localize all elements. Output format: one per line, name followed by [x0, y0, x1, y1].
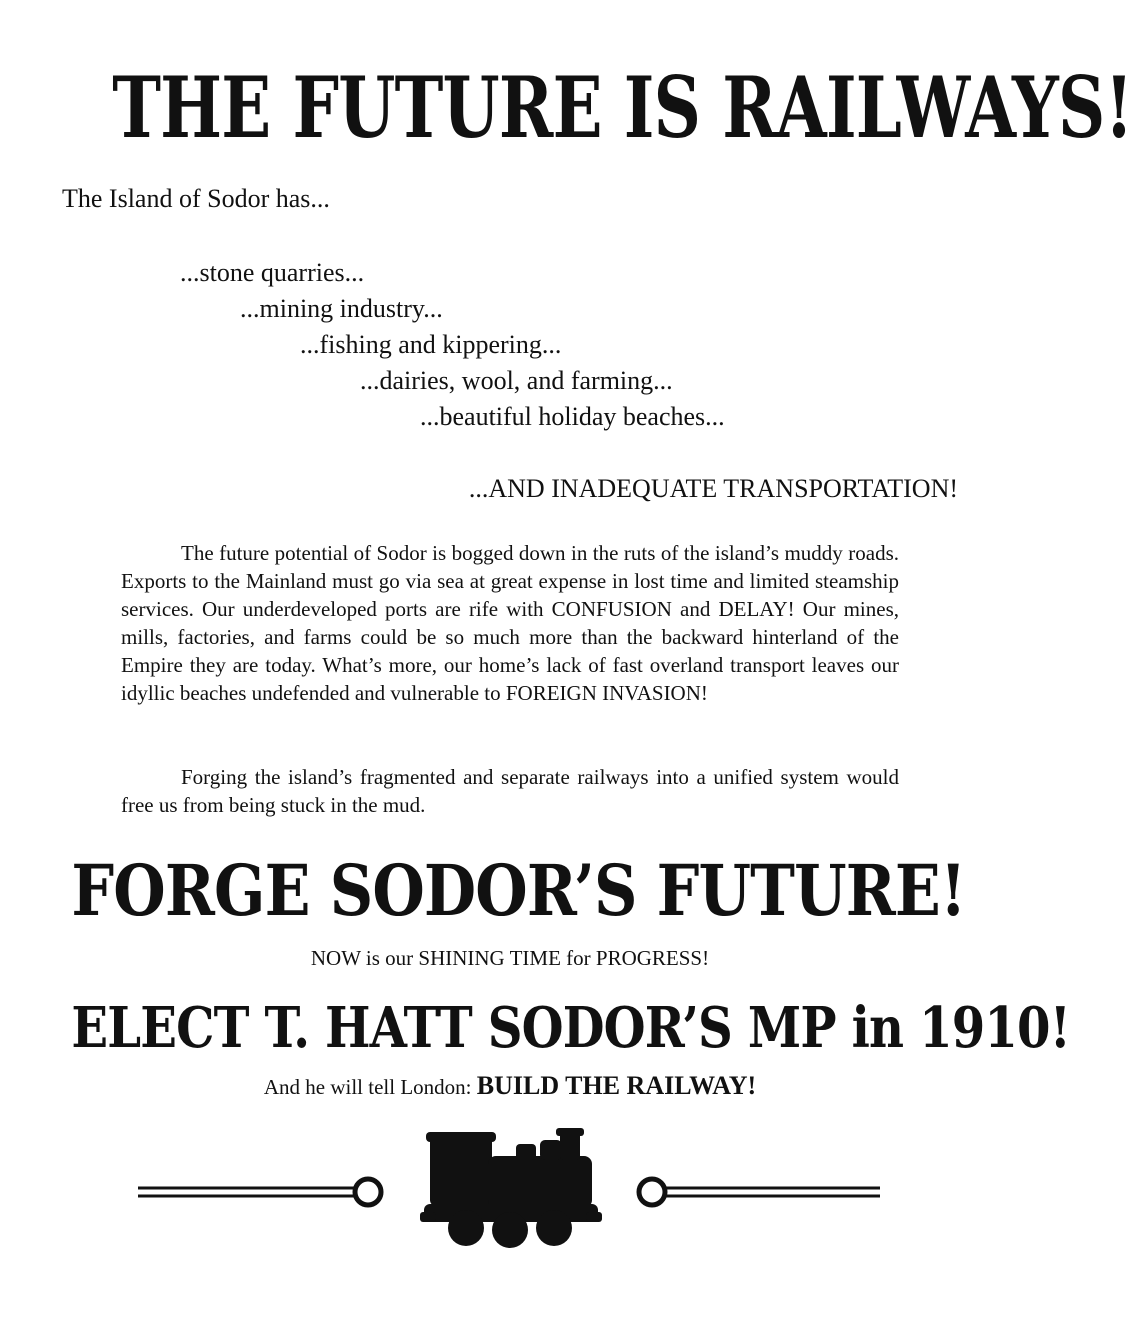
steam-locomotive-icon: [420, 1128, 602, 1248]
railway-ornament: [0, 1120, 1020, 1260]
industry-item: ...stone quarries...: [180, 258, 365, 287]
elect-heading: ELECT T. HATT SODOR’S MP in 1910!: [71, 995, 1070, 1061]
industry-item: ...fishing and kippering...: [300, 330, 562, 359]
left-rail-icon: [138, 1179, 381, 1205]
industry-item: ...dairies, wool, and farming...: [360, 366, 673, 395]
intro-text: The Island of Sodor has...: [62, 184, 330, 213]
slogan-heading: FORGE SODOR’S FUTURE!: [71, 849, 966, 932]
tell-prefix: And he will tell London:: [263, 1075, 472, 1099]
industry-item: ...beautiful holiday beaches...: [420, 402, 725, 431]
industry-item: ...mining industry...: [240, 294, 443, 323]
inadequate-transport-text: ...AND INADEQUATE TRANSPORTATION!: [468, 474, 958, 503]
body-paragraph: Forging the island’s fragmented and separate railways into a unified system would free us from being stuck in the mud.: [121, 765, 899, 817]
poster-title: THE FUTURE IS RAILWAYS!: [112, 58, 1133, 157]
right-rail-icon: [639, 1179, 880, 1205]
build-railway-emphasis: BUILD THE RAILWAY!: [476, 1071, 757, 1100]
body-paragraph: The future potential of Sodor is bogged down in the ruts of the island’s muddy roads. Exports to the Mainland must go via sea at great expense in lost time and limited steamship services. Our underdeveloped ports are rife with CONFUSION and DELAY! Our mines, mills, factories, and farms could be so much more than the backward hinterland of the Empire they are today. What’s more, our home’s lack of fast overland transport leaves our idyllic beaches undefended and vulnerable to FOREIGN INVASION!: [121, 541, 899, 705]
build-railway-line: [0, 1071, 1020, 1101]
tagline-text: NOW is our SHINING TIME for PROGRESS!: [310, 946, 710, 970]
